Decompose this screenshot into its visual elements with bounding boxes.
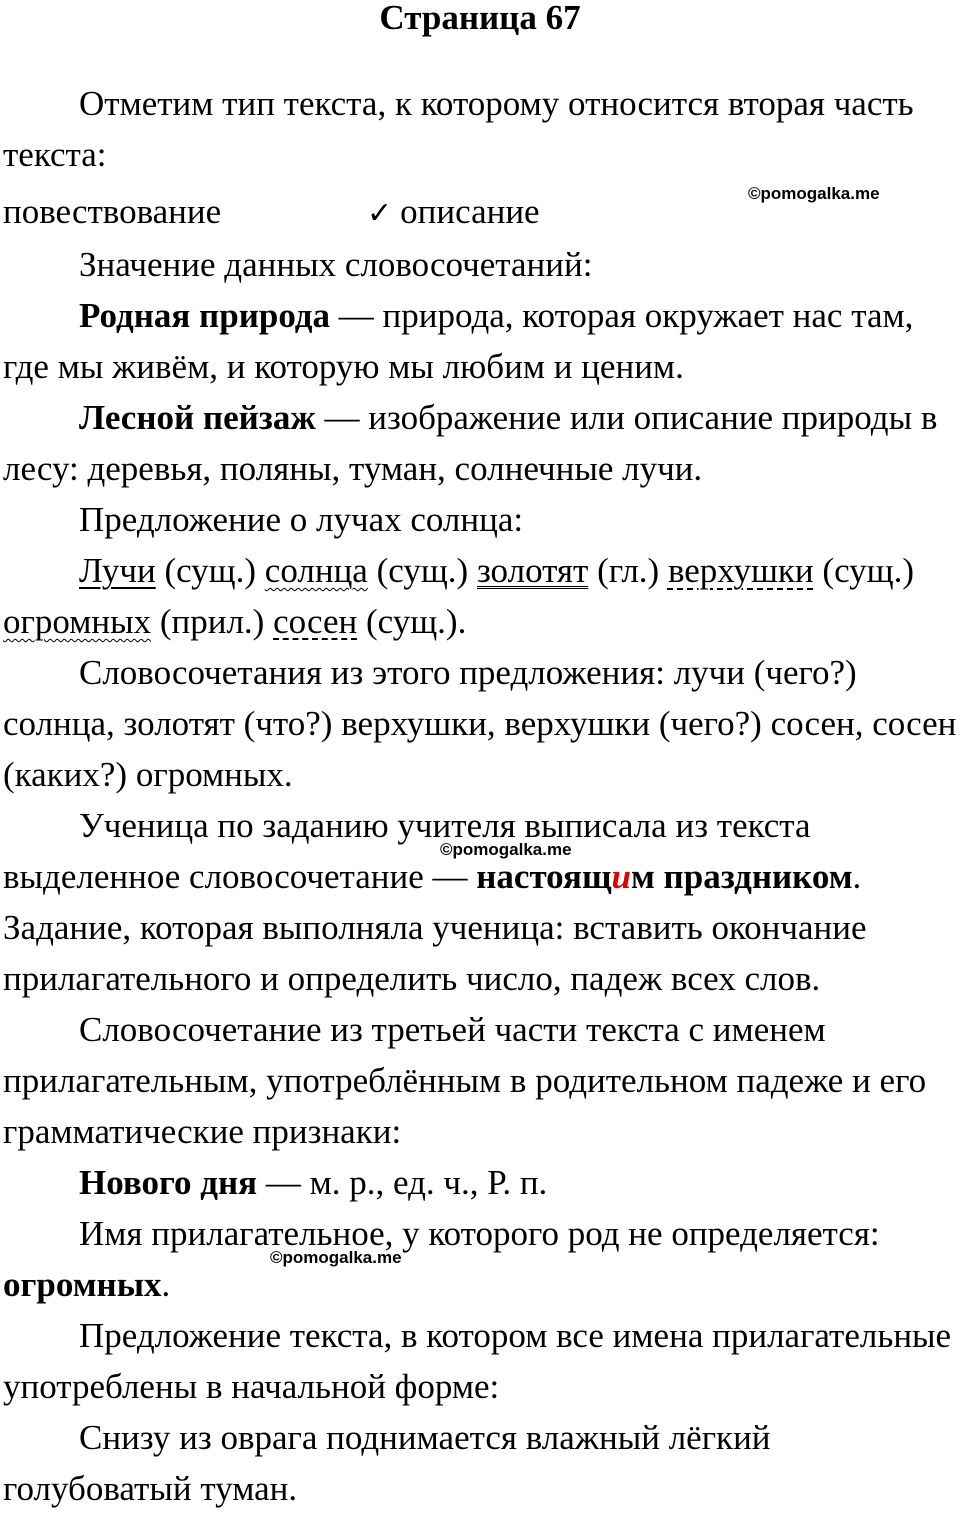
part-of-speech: (сущ.)	[155, 551, 265, 590]
paragraph-text-type: Отметим тип текста, к которому относится вторая часть текста:	[3, 84, 914, 174]
punctuation: .	[161, 1265, 171, 1304]
grammar-features: — м. р., ед. ч., Р. п.	[257, 1163, 548, 1202]
definition-text: — природа, которая окружает нас там, где мы живём, и которую мы любим и ценим.	[3, 296, 914, 386]
paragraph-novogo-dnya	[3, 1157, 957, 1208]
paragraph-task-description: Задание, которая выполняла ученица: вставить окончание прилагательного и определить число, падеж всех слов.	[3, 908, 867, 998]
paragraph-meanings-heading: Значение данных словосочетаний:	[79, 245, 593, 284]
highlighted-phrase: настоящ	[476, 857, 612, 896]
highlighted-phrase: м праздником	[630, 857, 853, 896]
part-of-speech: (прил.)	[151, 602, 274, 641]
part-of-speech: (сущ.)	[813, 551, 915, 590]
parsed-word-subject: Лучи	[79, 551, 156, 590]
watermark: ©pomogalka.me	[440, 840, 572, 859]
watermark: ©pomogalka.me	[270, 1248, 402, 1267]
body-text: Имя прилагательное, у которого род не определяется:	[79, 1214, 880, 1253]
page-title: Страница 67	[379, 0, 581, 37]
parsed-word-attribute: огромных	[3, 602, 152, 641]
paragraph-gender-undefined	[3, 1208, 957, 1310]
paragraph-third-part-heading: Словосочетание из третьей части текста с именем прилагательным, употреблённым в родительном падеже и его грамматические признаки:	[3, 1010, 927, 1151]
paragraph-word-combinations: Словосочетания из этого предложения: лучи (чего?) солнца, золотят (что?) верхушки, верхушки (чего?) сосен, сосен (каких?) огромных.	[3, 653, 957, 794]
paragraph-lesnoy-peyzazh	[3, 392, 957, 494]
punctuation: .	[852, 857, 862, 896]
term-novogo-dnya: Нового дня	[79, 1163, 258, 1202]
paragraph-rodnaya-priroda	[3, 290, 957, 392]
term-lesnoy-peyzazh: Лесной пейзаж	[79, 398, 316, 437]
option-description	[367, 186, 540, 239]
body-text: Ученица по заданию учителя выписала из текста выделенное словосочетание —	[3, 806, 811, 896]
watermark: ©pomogalka.me	[748, 184, 880, 203]
part-of-speech: (сущ.)	[367, 551, 477, 590]
parsed-word-attribute: солнца	[264, 551, 368, 590]
option-description-label: описание	[400, 192, 540, 231]
option-narration: повествование	[3, 192, 222, 231]
paragraph-initial-form-heading: Предложение текста, в котором все имена прилагательные употреблены в начальной форме:	[3, 1316, 952, 1406]
paragraph-example-sentence: Снизу из оврага поднимается влажный лёгкий голубоватый туман.	[3, 1418, 771, 1508]
checkmark-icon: ✓	[367, 196, 393, 231]
term-rodnaya-priroda: Родная природа	[79, 296, 331, 335]
inserted-ending: и	[611, 857, 631, 896]
parsed-word-object: верхушки	[667, 551, 814, 590]
part-of-speech: (гл.)	[588, 551, 668, 590]
paragraph-sentence-heading: Предложение о лучах солнца:	[79, 500, 524, 539]
part-of-speech: (сущ.).	[357, 602, 467, 641]
parsed-word-attribute: сосен	[273, 602, 358, 641]
parsed-word-predicate: золотят	[476, 551, 589, 590]
term-ogromnyh: огромных	[3, 1265, 162, 1304]
definition-text: — изображение или описание природы в лесу: деревья, поляны, туман, солнечные лучи.	[3, 398, 938, 488]
paragraph-sentence-parse	[3, 545, 957, 647]
